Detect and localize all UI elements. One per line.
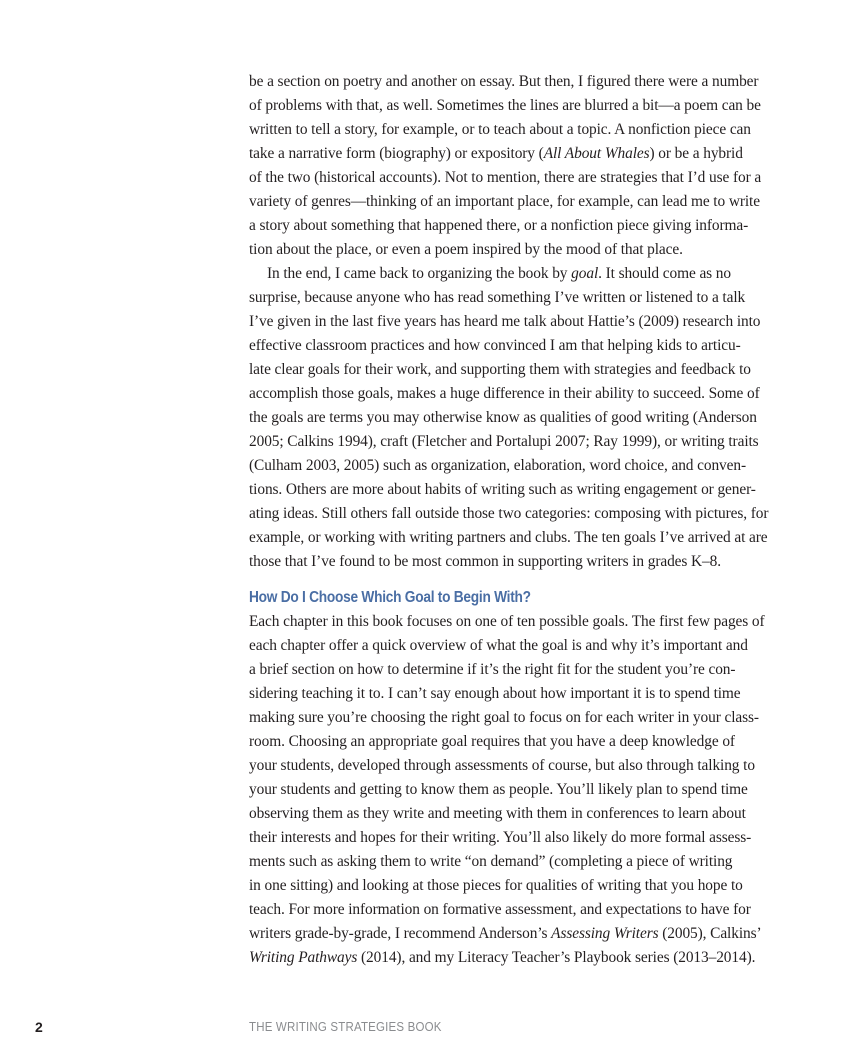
text-line: of problems with that, as well. Sometimes the lines are blurred a bit—a poem can be — [249, 97, 761, 114]
text-segment: ) or be a hybrid — [649, 145, 743, 162]
italic-term: Assessing Writers — [551, 925, 659, 942]
body-text — [249, 70, 789, 970]
text-line: be a section on poetry and another on essay. But then, I figured there were a number — [249, 73, 759, 90]
text-line: variety of genres—thinking of an important place, for example, can lead me to write — [249, 193, 760, 210]
text-line — [249, 946, 789, 970]
text-line: those that I’ve found to be most common in supporting writers in grades K–8. — [249, 553, 721, 570]
text-line: your students, developed through assessments of course, but also through talking to — [249, 757, 755, 774]
text-line: in one sitting) and looking at those pieces for qualities of writing that you hope to — [249, 877, 743, 894]
italic-term: Writing Pathways — [249, 949, 358, 966]
text-line: the goals are terms you may otherwise know as qualities of good writing (Anderson — [249, 409, 757, 426]
text-segment: take a narrative form (biography) or expository ( — [249, 145, 544, 162]
text-line: effective classroom practices and how convinced I am that helping kids to articu- — [249, 337, 741, 354]
text-line: each chapter offer a quick overview of what the goal is and why it’s important and — [249, 637, 748, 654]
text-line: 2005; Calkins 1994), craft (Fletcher and Portalupi 2007; Ray 1999), or writing traits — [249, 433, 759, 450]
text-segment: writers grade-by-grade, I recommend Anderson’s — [249, 925, 552, 942]
text-segment: In the end, I came back to organizing the book by — [267, 265, 572, 282]
text-line: tion about the place, or even a poem inspired by the mood of that place. — [249, 241, 683, 258]
text-line: making sure you’re choosing the right goal to focus on for each writer in your class- — [249, 709, 759, 726]
text-line: surprise, because anyone who has read something I’ve written or listened to a talk — [249, 289, 746, 306]
text-segment: (2005), Calkins’ — [658, 925, 762, 942]
text-line: a story about something that happened there, or a nonfiction piece giving informa- — [249, 217, 749, 234]
text-line: accomplish those goals, makes a huge difference in their ability to succeed. Some of — [249, 385, 760, 402]
text-line — [249, 262, 789, 286]
text-line: ating ideas. Still others fall outside those two categories: composing with pictures, for — [249, 505, 769, 522]
text-line: Each chapter in this book focuses on one of ten possible goals. The first few pages of — [249, 613, 765, 630]
text-line: teach. For more information on formative assessment, and expectations to have for — [249, 901, 751, 918]
text-line: of the two (historical accounts). Not to mention, there are strategies that I’d use for a — [249, 169, 762, 186]
text-line: ments such as asking them to write “on demand” (completing a piece of writing — [249, 853, 733, 870]
text-line: late clear goals for their work, and supporting them with strategies and feedback to — [249, 361, 751, 378]
text-line: a brief section on how to determine if it’s the right fit for the student you’re con- — [249, 661, 736, 678]
text-line: (Culham 2003, 2005) such as organization, elaboration, word choice, and conven- — [249, 457, 747, 474]
page-number: 2 — [35, 1019, 43, 1035]
running-footer: THE WRITING STRATEGIES BOOK — [249, 1020, 442, 1034]
paragraph-choosing-goal — [249, 610, 789, 970]
paragraph-organizing-by-goal — [249, 262, 789, 574]
text-segment: (2014), and my Literacy Teacher’s Playbook series (2013–2014). — [357, 949, 756, 966]
text-line — [249, 922, 789, 946]
text-line: room. Choosing an appropriate goal requires that you have a deep knowledge of — [249, 733, 735, 750]
text-line — [249, 142, 789, 166]
text-line: I’ve given in the last five years has heard me talk about Hattie’s (2009) research into — [249, 313, 761, 330]
text-segment: . It should come as no — [598, 265, 731, 282]
section-heading: How Do I Choose Which Goal to Begin With? — [249, 589, 531, 606]
italic-term: goal — [571, 265, 599, 282]
text-line: observing them as they write and meeting with them in conferences to learn about — [249, 805, 746, 822]
text-line: example, or working with writing partners and clubs. The ten goals I’ve arrived at are — [249, 529, 768, 546]
text-line: your students and getting to know them as people. You’ll likely plan to spend time — [249, 781, 748, 798]
text-line: sidering teaching it to. I can’t say enough about how important it is to spend time — [249, 685, 741, 702]
text-line: their interests and hopes for their writing. You’ll also likely do more formal assess- — [249, 829, 752, 846]
section-spacer — [249, 574, 789, 586]
italic-term: All About Whales — [543, 145, 650, 162]
text-line: tions. Others are more about habits of writing such as writing engagement or gener- — [249, 481, 756, 498]
text-line: written to tell a story, for example, or to teach about a topic. A nonfiction piece can — [249, 121, 751, 138]
paragraph-genre-discussion — [249, 70, 789, 262]
